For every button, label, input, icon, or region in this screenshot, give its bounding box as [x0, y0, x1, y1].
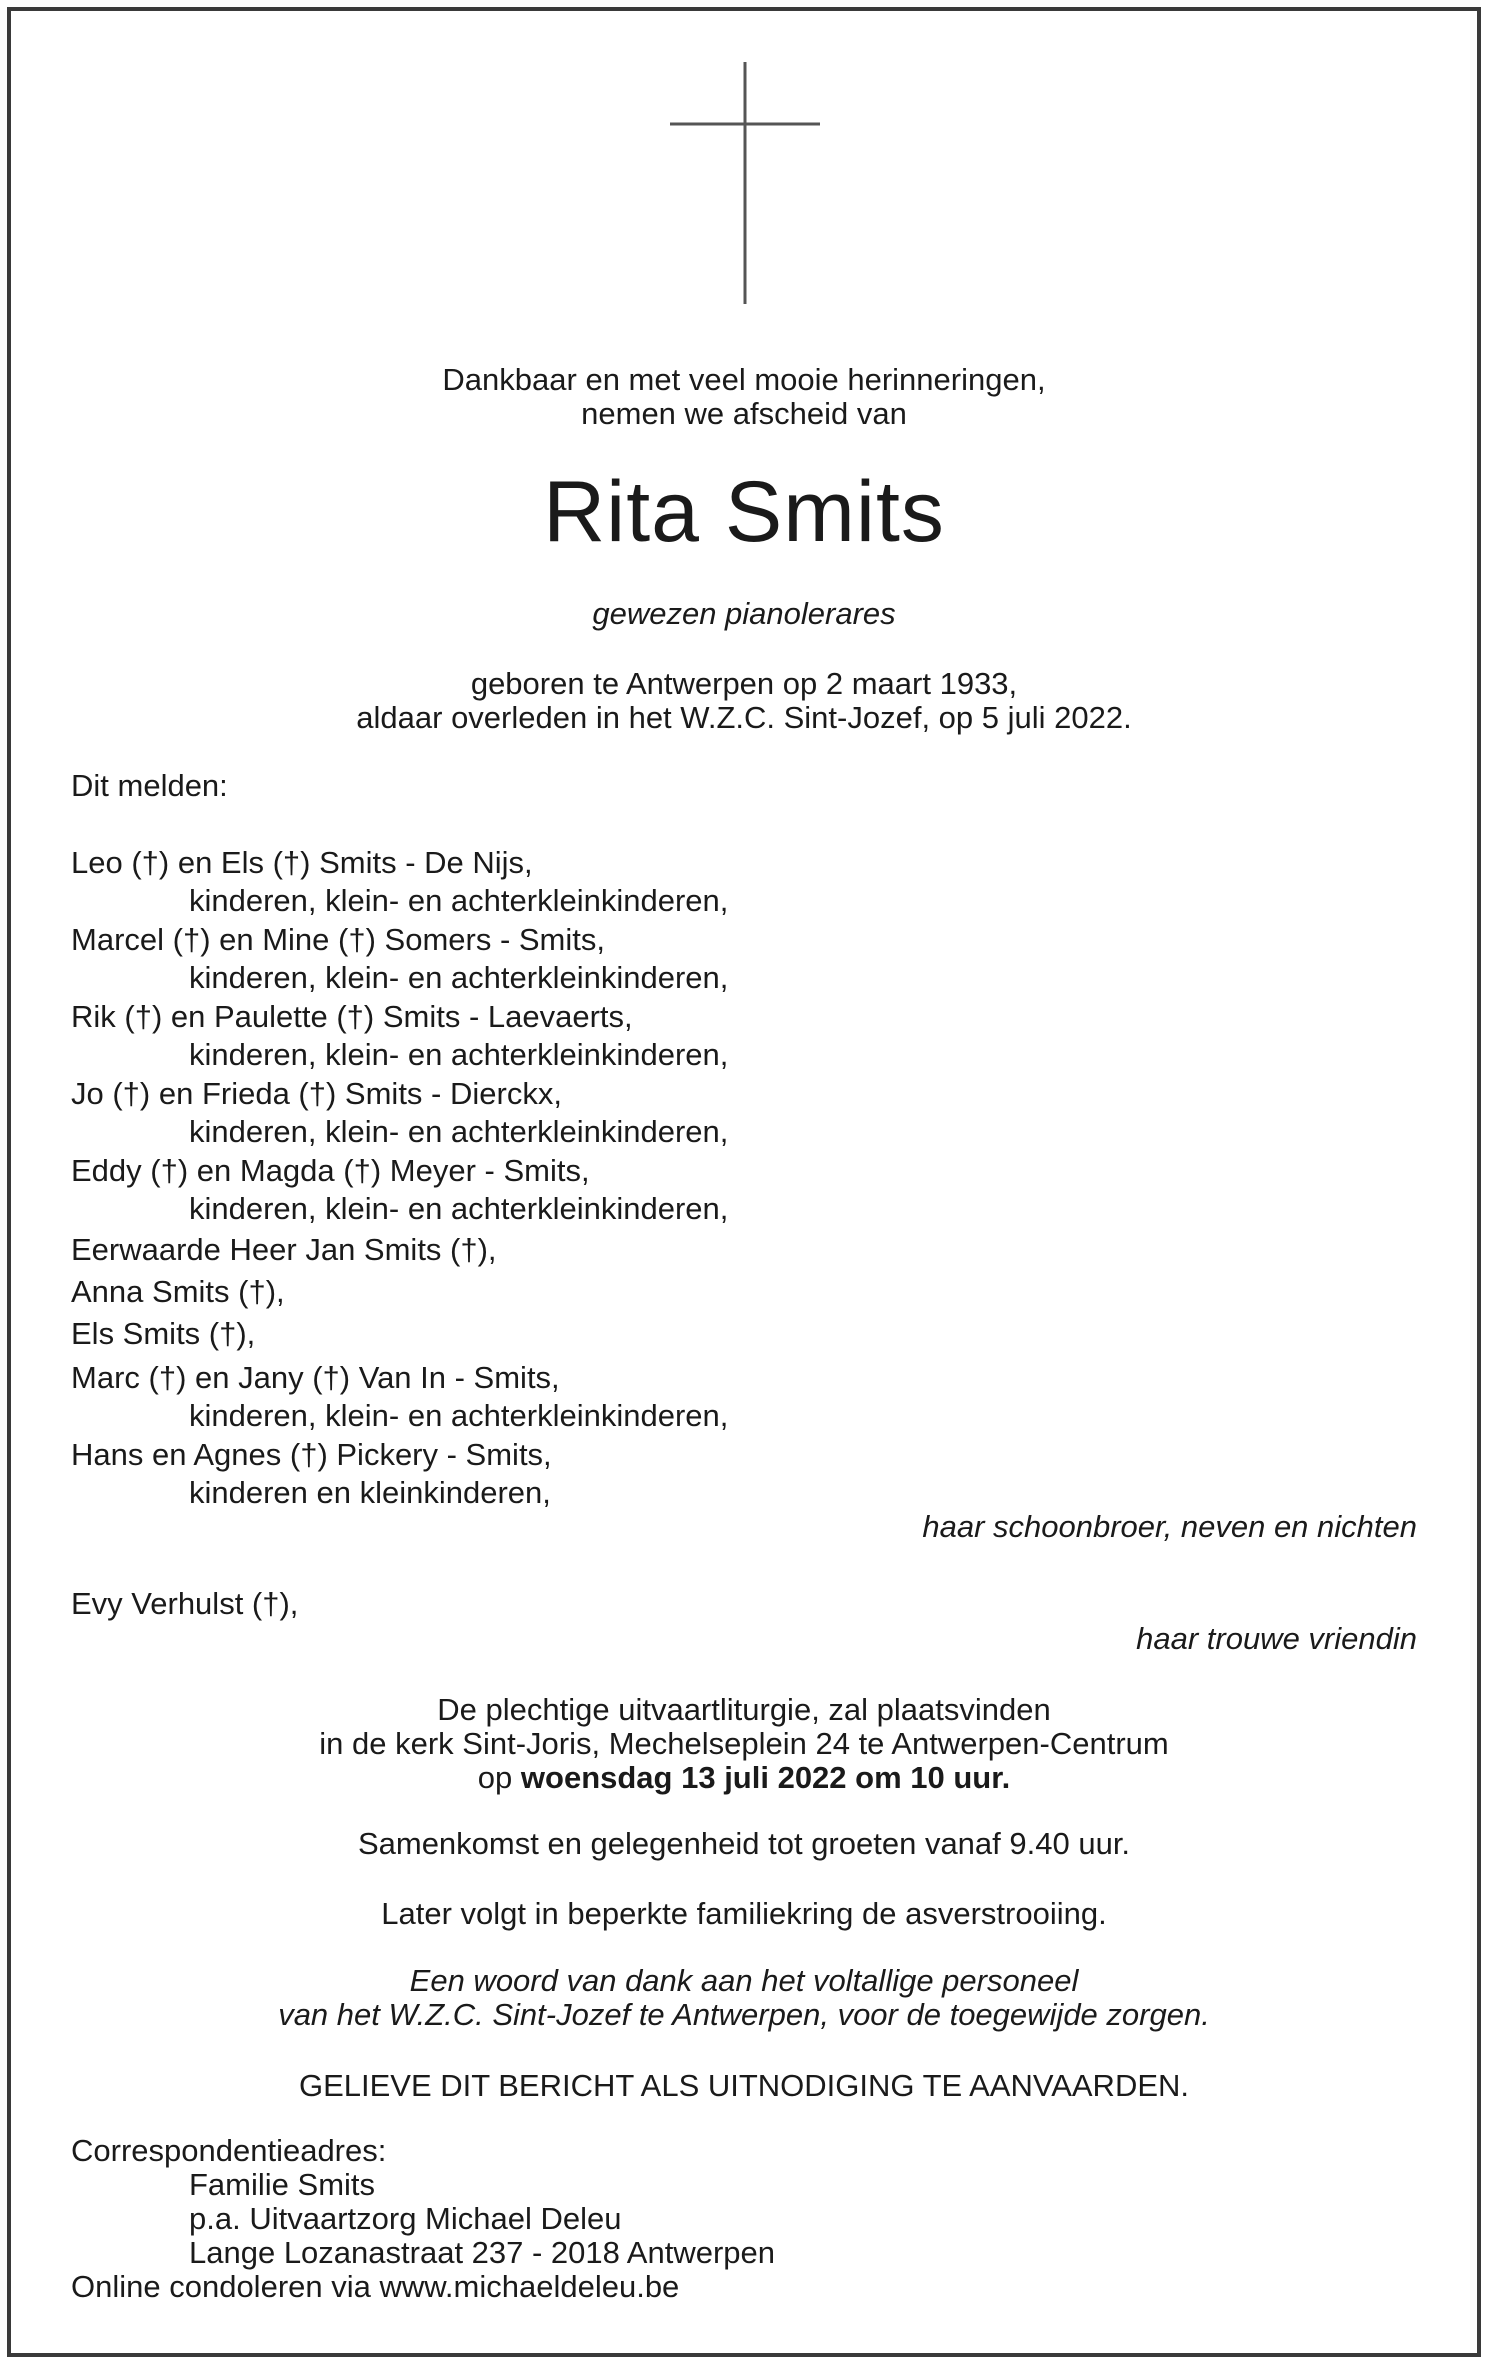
ashes-line: Later volgt in beperkte familiekring de asverstrooiing. [381, 1896, 1107, 1931]
family-name-6: Eerwaarde Heer Jan Smits (†), [71, 1232, 497, 1267]
funeral-line-1: De plechtige uitvaartliturgie, zal plaatsvinden [437, 1692, 1051, 1727]
intro-line-1: Dankbaar en met veel mooie herinneringen, [442, 362, 1046, 397]
thanks-line-2: van het W.Z.C. Sint-Jozef te Antwerpen, voor de toegewijde zorgen. [278, 1997, 1210, 2032]
cross-icon [670, 62, 820, 304]
friend-relation: haar trouwe vriendin [1136, 1621, 1417, 1656]
funeral-line-3-prefix: op [477, 1760, 521, 1795]
family-sub-10: kinderen en kleinkinderen, [189, 1475, 551, 1510]
invitation-line: GELIEVE DIT BERICHT ALS UITNODIGING TE AANVAARDEN. [298, 2068, 1190, 2103]
correspondence-line-2: p.a. Uitvaartzorg Michael Deleu [189, 2201, 622, 2236]
family-sub-9: kinderen, klein- en achterkleinkinderen, [189, 1398, 729, 1433]
family-name-9: Marc (†) en Jany (†) Van In - Smits, [71, 1360, 560, 1395]
family-sub-3: kinderen, klein- en achterkleinkinderen, [189, 1037, 729, 1072]
deceased-name: Rita Smits [543, 464, 945, 560]
family-name-8: Els Smits (†), [71, 1316, 256, 1351]
correspondence-line-1: Familie Smits [189, 2167, 376, 2202]
family-relation: haar schoonbroer, neven en nichten [922, 1509, 1417, 1544]
family-sub-5: kinderen, klein- en achterkleinkinderen, [189, 1191, 729, 1226]
birth-line: geboren te Antwerpen op 2 maart 1933, [470, 666, 1018, 701]
family-name-7: Anna Smits (†), [71, 1274, 285, 1309]
family-name-1: Leo (†) en Els (†) Smits - De Nijs, [71, 845, 533, 880]
family-sub-4: kinderen, klein- en achterkleinkinderen, [189, 1114, 729, 1149]
family-name-2: Marcel (†) en Mine (†) Somers - Smits, [71, 922, 605, 957]
online-condolence-link[interactable]: Online condoleren via www.michaeldeleu.be [71, 2269, 680, 2304]
family-sub-1: kinderen, klein- en achterkleinkinderen, [189, 883, 729, 918]
correspondence-line-3: Lange Lozanastraat 237 - 2018 Antwerpen [189, 2235, 776, 2270]
family-name-5: Eddy (†) en Magda (†) Meyer - Smits, [71, 1153, 590, 1188]
funeral-line-2: in de kerk Sint-Joris, Mechelseplein 24 te Antwerpen-Centrum [319, 1726, 1169, 1761]
family-name-10: Hans en Agnes (†) Pickery - Smits, [71, 1437, 552, 1472]
gathering-line: Samenkomst en gelegenheid tot groeten vanaf 9.40 uur. [357, 1826, 1131, 1861]
announcers-intro: Dit melden: [71, 768, 228, 803]
family-sub-2: kinderen, klein- en achterkleinkinderen, [189, 960, 729, 995]
friend-name: Evy Verhulst (†), [71, 1586, 299, 1621]
death-line: aldaar overleden in het W.Z.C. Sint-Jozef, op 5 juli 2022. [356, 700, 1132, 735]
occupation: gewezen pianolerares [592, 596, 896, 631]
family-name-4: Jo (†) en Frieda (†) Smits - Dierckx, [71, 1076, 562, 1111]
intro-line-2: nemen we afscheid van [581, 396, 907, 431]
funeral-datetime: woensdag 13 juli 2022 om 10 uur. [520, 1760, 1011, 1795]
correspondence-label: Correspondentieadres: [71, 2133, 387, 2168]
thanks-line-1: Een woord van dank aan het voltallige personeel [409, 1963, 1079, 1998]
funeral-line-3 [0, 1760, 1488, 1796]
family-name-3: Rik (†) en Paulette (†) Smits - Laevaerts, [71, 999, 633, 1034]
